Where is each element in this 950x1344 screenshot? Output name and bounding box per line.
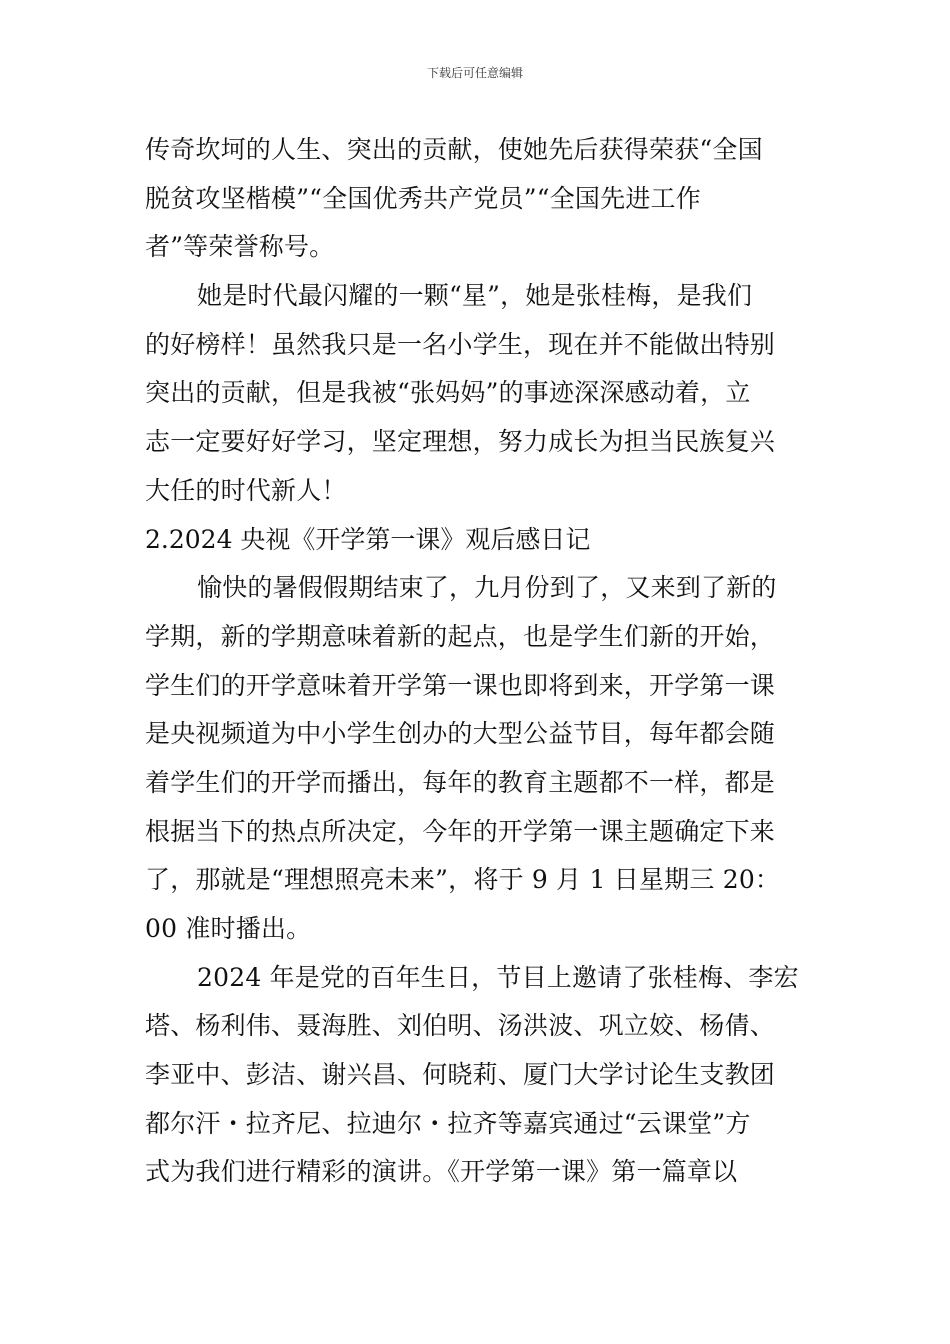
paragraph-line: 她是时代最闪耀的一颗“星”，她是张桂梅，是我们 — [197, 281, 753, 311]
paragraph-line: 着学生们的开学而播出，每年的教育主题都不一样，都是 — [145, 767, 776, 797]
paragraph-line: 根据当下的热点所决定，今年的开学第一课主题确定下来 — [145, 816, 776, 846]
paragraph-line: 大任的时代新人！ — [145, 475, 347, 505]
paragraph-line: 脱贫攻坚楷模”“全国优秀共产党员”“全国先进工作 — [145, 183, 701, 213]
document-body — [145, 126, 809, 1197]
paragraph-line: 愉快的暑假假期结束了，九月份到了，又来到了新的 — [197, 573, 777, 603]
paragraph-line: 00 准时播出。 — [145, 914, 312, 943]
paragraph-line: 塔、杨利伟、聂海胜、刘伯明、汤洪波、巩立姣、杨倩、 — [145, 1011, 776, 1041]
paragraph-line: 李亚中、彭洁、谢兴昌、何晓莉、厦门大学讨论生支教团 — [145, 1060, 776, 1090]
paragraph-line: 学期，新的学期意味着新的起点，也是学生们新的开始， — [145, 621, 776, 651]
paragraph-line: 志一定要好好学习，坚定理想，努力成长为担当民族复兴 — [145, 427, 776, 457]
paragraph-line: 突出的贡献，但是我被“张妈妈”的事迹深深感动着，立 — [145, 378, 751, 408]
section-heading: 2.2024 央视《开学第一课》观后感日记 — [145, 524, 591, 554]
paragraph-line: 都尔汗・拉齐尼、拉迪尔・拉齐等嘉宾通过“云课堂”方 — [145, 1108, 751, 1138]
paragraph-line: 了，那就是“理想照亮未来”，将于 9 月 1 日星期三 20： — [145, 865, 781, 895]
paragraph-line: 传奇坎坷的人生、突出的贡献，使她先后获得荣获“全国 — [145, 135, 763, 164]
paragraph-line: 2024 年是党的百年生日，节目上邀请了张桂梅、李宏 — [197, 962, 799, 992]
paragraph-line: 式为我们进行精彩的演讲。《开学第一课》第一篇章以 — [145, 1157, 738, 1187]
paragraph-line: 的好榜样！虽然我只是一名小学生，现在并不能做出特别 — [145, 329, 776, 359]
paragraph-line: 是央视频道为中小学生创办的大型公益节目，每年都会随 — [145, 719, 776, 749]
download-note: 下载后可任意编辑 — [426, 66, 523, 80]
paragraph-line: 学生们的开学意味着开学第一课也即将到来，开学第一课 — [145, 670, 776, 700]
paragraph-line: 者”等荣誉称号。 — [145, 232, 335, 262]
